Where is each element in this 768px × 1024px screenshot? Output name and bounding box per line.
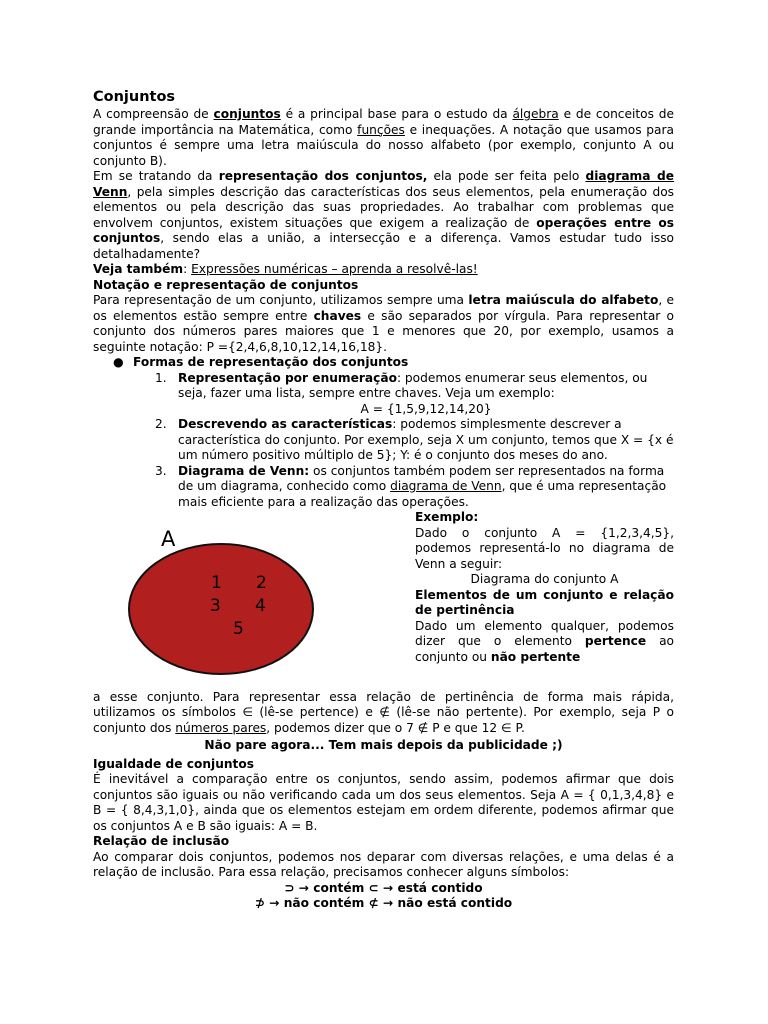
bullet-icon: ● — [113, 355, 124, 369]
inclusion-symbols-line: ⊃ → contém ⊂ → está contido — [284, 880, 483, 895]
notation-text: , e os elementos estão sempre entre — [93, 293, 674, 323]
list-item-text: os conjuntos também podem ser representados na forma de um diagrama, conhecido como — [178, 463, 665, 493]
intro-text: é a principal base para o estudo da — [280, 107, 513, 121]
repr-emphasis: operações entre os conjuntos — [93, 215, 675, 245]
notation-text: Para representação de um conjunto, utilizamos sempre uma — [93, 293, 469, 307]
inclusion-heading: Relação de inclusão — [93, 834, 230, 848]
list-number: 3. — [155, 463, 167, 478]
element-label: 5 — [233, 619, 244, 639]
equality-heading: Igualdade de conjuntos — [93, 756, 255, 771]
inclusion-symbols-line: ⊅ → não contém ⊄ → não está contido — [254, 896, 513, 910]
list-number: 2. — [155, 417, 167, 431]
see-also-label: Veja também — [93, 262, 184, 276]
repr-text: Em se tratando da — [93, 169, 219, 183]
document-page — [93, 88, 674, 912]
notation-emphasis: chaves — [313, 308, 362, 323]
link-diagrama-de-venn-2[interactable]: diagrama de Venn — [390, 479, 502, 493]
representation-paragraph — [93, 169, 674, 262]
ad-notice: Não pare agora... Tem mais depois da publicidade ;) — [204, 738, 563, 752]
link-conjuntos[interactable]: conjuntos — [213, 107, 281, 121]
venn-diagram — [93, 510, 415, 685]
example-text-column — [415, 510, 674, 690]
forms-bullet-heading — [113, 355, 674, 371]
list-item-text: : podemos enumerar seus elementos, ou seja, fazer uma lista, sempre entre chaves. Veja um exemplo: — [178, 370, 648, 400]
inclusion-paragraph: Ao comparar dois conjuntos, podemos nos deparar com diversas relações, e uma delas é a relação de inclusão. Para essa relação, precisamos conhecer alguns símbolos: — [93, 849, 674, 879]
repr-text: , sendo elas a união, a intersecção e a diferença. Vamos estudar tudo isso detalhadamente? — [93, 231, 674, 261]
venn-diagram-figure — [93, 510, 415, 690]
list-item-text: , que é uma representação mais eficiente para a realização das operações. — [178, 479, 667, 509]
list-item — [155, 370, 674, 418]
pertinence-text: a esse conjunto. Para representar essa relação de pertinência de forma mais rápida, utilizamos os símbolos ∈ (lê-se pertence) e ∉ (lê-se não pertente). Por exemplo, seja P o conjunto dos — [93, 689, 674, 735]
list-number: 1. — [155, 370, 167, 385]
list-item-title: Representação por enumeração — [178, 370, 397, 385]
element-label: 1 — [211, 573, 222, 593]
link-numeros-pares[interactable]: números pares — [175, 720, 267, 735]
list-item — [155, 463, 674, 511]
intro-paragraph — [93, 107, 674, 169]
pertinence-emphasis: não pertente — [490, 649, 581, 664]
repr-text: , pela simples descrição das características dos seus elementos, pela enumeração dos elementos ou pela descrição das suas propriedades. Ao trabalhar com problemas que envolvem conjuntos, existem situações que exigem a realização de — [93, 184, 674, 230]
enumeration-example: A = {1,5,9,12,14,20} — [360, 401, 492, 416]
list-item-title: Descrevendo as características — [178, 417, 393, 431]
pertinence-text: , podemos dizer que o 7 ∉ P e que 12 ∈ P. — [266, 720, 525, 735]
notation-heading: Notação e representação de conjuntos — [93, 277, 359, 292]
element-label: 4 — [255, 596, 266, 616]
link-diagrama-de-venn[interactable]: diagrama de Venn — [93, 169, 674, 199]
notation-text: e são separados por vírgula. Para representar o conjunto dos números pares maiores que 1 e menores que 20, por exemplo, usamos a seguinte notação: P ={2,4,6,8,10,12,14,16,18}. — [93, 308, 674, 354]
element-label: 3 — [210, 596, 221, 616]
pertinence-intro — [415, 619, 674, 666]
see-also-separator: : — [183, 262, 192, 276]
equality-paragraph: É inevitável a comparação entre os conjuntos, sendo assim, podemos afirmar que dois conjuntos são iguais ou não verificando cada um dos seus elementos. Seja A = { 0,1,3,4,8} e B = { 8,4,3,1,0}, ainda que os elementos estejam em ordem diferente, podemos afirmar que os conjuntos A e B são iguais: A = B. — [93, 772, 674, 833]
list-item-title: Diagrama de Venn: — [178, 463, 310, 478]
example-section — [93, 510, 674, 690]
set-a-label: A — [161, 527, 176, 551]
page-title: Conjuntos — [93, 89, 176, 105]
pertinence-heading: Elementos de um conjunto e relação de pertinência — [415, 587, 674, 617]
intro-text: e inequações. A notação que usamos para conjuntos é sempre uma letra maiúscula do nosso alfabeto (por exemplo, conjunto A ou conjunto B). — [93, 122, 674, 168]
repr-emphasis: representação dos conjuntos, — [218, 169, 428, 183]
list-item-text: : podemos simplesmente descrever a característica do conjunto. Por exemplo, seja X um conjunto, temos que X = {x é um número positivo múltiplo de 5}; Y: é o conjunto dos meses do ano. — [178, 417, 674, 462]
link-algebra[interactable]: álgebra — [512, 107, 559, 121]
pertinence-text: ao conjunto ou — [415, 634, 674, 664]
see-also — [93, 262, 674, 278]
element-label: 2 — [256, 573, 267, 593]
pertinence-emphasis: pertence — [584, 634, 647, 648]
intro-text: A compreensão de — [93, 107, 214, 121]
see-also-link[interactable]: Expressões numéricas – aprenda a resolvê-las! — [191, 262, 478, 276]
notation-paragraph — [93, 293, 674, 355]
example-text: Dado o conjunto A = {1,2,3,4,5}, podemos representá-lo no diagrama de Venn a seguir: — [415, 525, 674, 571]
pertinence-paragraph — [93, 690, 674, 737]
diagram-caption: Diagrama do conjunto A — [470, 572, 619, 586]
set-a-ellipse — [129, 544, 313, 674]
forms-heading: Formas de representação dos conjuntos — [133, 355, 409, 369]
repr-text: ela pode ser feita pelo — [427, 169, 586, 183]
intro-text: e de conceitos de grande importância na Matemática, como — [93, 107, 675, 137]
link-funcoes[interactable]: funções — [357, 122, 405, 137]
pertinence-text: Dado um elemento qualquer, podemos dizer que o elemento — [415, 618, 674, 648]
example-label: Exemplo: — [415, 510, 479, 524]
notation-emphasis: letra maiúscula do alfabeto — [468, 293, 659, 307]
list-item — [155, 417, 674, 464]
